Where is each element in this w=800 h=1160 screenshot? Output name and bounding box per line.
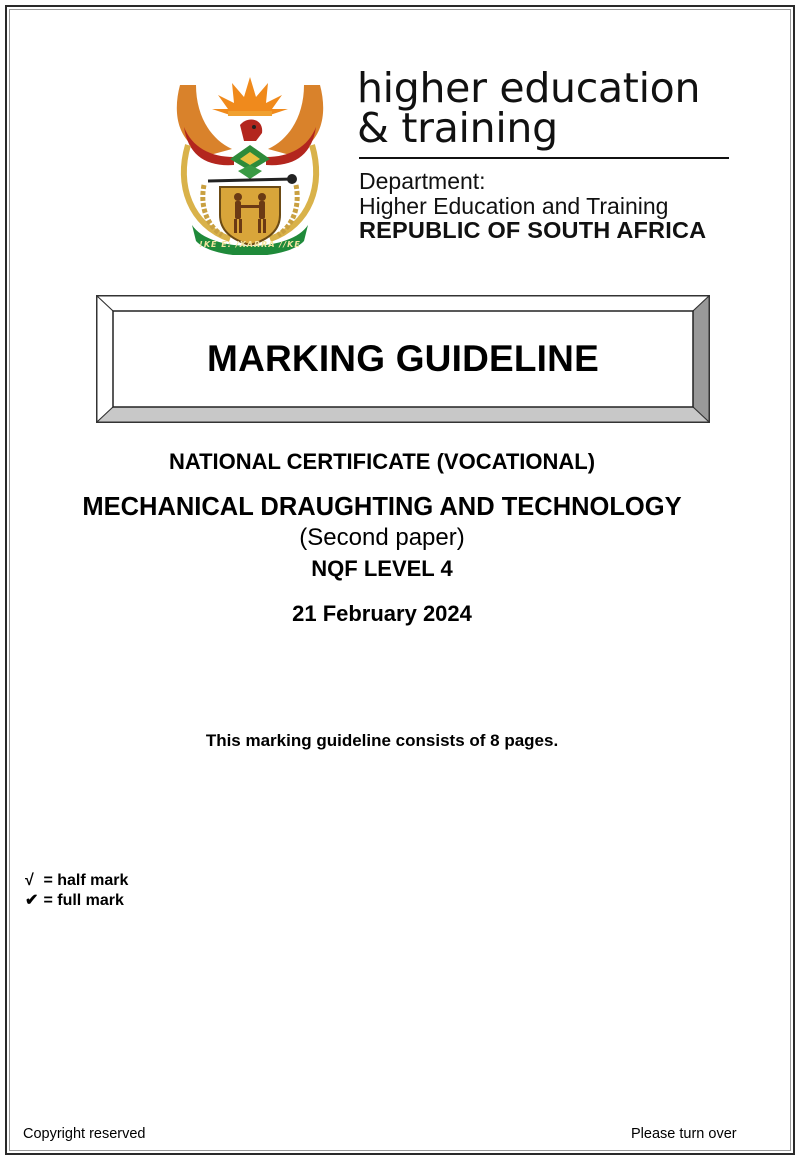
legend-text: = full mark [43, 892, 124, 909]
footer-copyright: Copyright reserved [23, 1126, 146, 1142]
document-title: MARKING GUIDELINE [207, 338, 599, 379]
department-name: Higher Education and Training [359, 193, 669, 219]
nqf-level: NQF LEVEL 4 [311, 556, 453, 581]
legend-item-full-mark [25, 891, 128, 911]
certificate-name: NATIONAL CERTIFICATE (VOCATIONAL) [168, 449, 596, 474]
legend-item-half-mark [25, 871, 128, 891]
footer-turn-over: Please turn over [631, 1126, 737, 1142]
svg-text:!KE E: /XARRA //KE: !KE E: /XARRA //KE [199, 240, 301, 249]
legend-text: = half mark [43, 872, 129, 889]
department-label: Department: [359, 168, 486, 194]
title-box [96, 295, 710, 423]
paper-number: (Second paper) [299, 524, 465, 551]
exam-date: 21 February 2024 [292, 601, 472, 626]
country-name: REPUBLIC OF SOUTH AFRICA [359, 217, 707, 243]
logo-line-2: & training [357, 104, 558, 152]
check-mark-icon: ✔ [25, 892, 39, 909]
page-count-note: This marking guideline consists of 8 pages. [205, 731, 559, 750]
logo-line-1: higher education [357, 64, 701, 112]
logo-divider [359, 157, 729, 159]
square-root-tick-icon: √ [25, 872, 34, 889]
marks-legend [25, 871, 128, 911]
sun-icon [212, 77, 288, 116]
department-logo-text [357, 64, 737, 243]
subject-name: MECHANICAL DRAUGHTING AND TECHNOLOGY [82, 493, 682, 521]
coat-of-arms-icon [170, 75, 330, 255]
